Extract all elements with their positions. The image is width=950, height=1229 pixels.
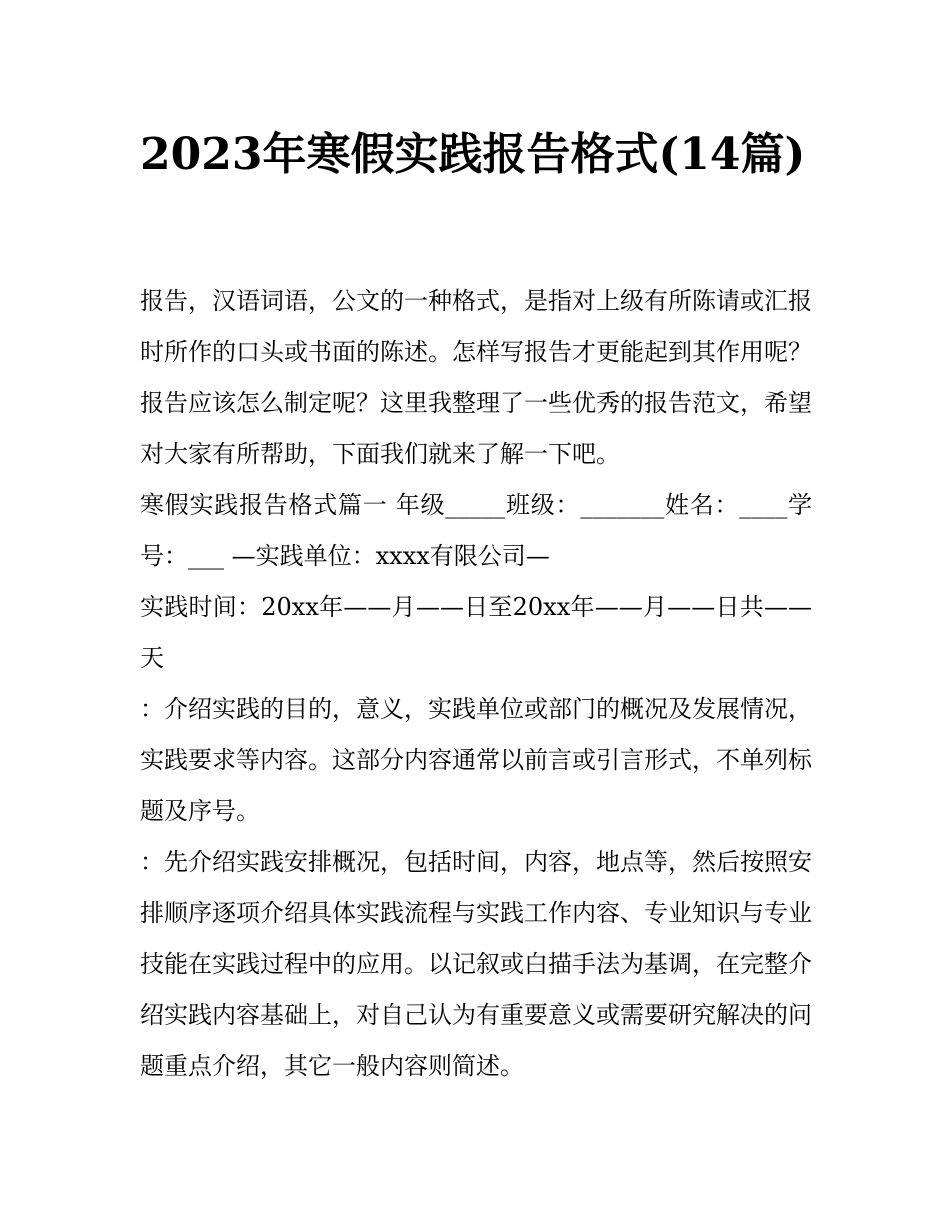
content-instructions: ：先介绍实践安排概况，包括时间，内容，地点等，然后按照安排顺序逐项介绍具体实践流程与实践工作内容、专业知识与专业技能在实践过程中的应用。以记叙或白描手法为基调，在完整介绍实践内容基础上，对自己认为有重要意义或需要研究解决的问题重点介绍，其它一般内容则简述。 — [140, 848, 812, 1080]
document-title: 2023年寒假实践报告格式(14篇) — [140, 129, 806, 180]
practice-time-line: 实践时间：20xx年——月——日至20xx年——月——日共——天 — [140, 593, 812, 672]
preface-instructions: ：介绍实践的目的，意义，实践单位或部门的概况及发展情况，实践要求等内容。这部分内容通常以前言或引言形式，不单列标题及序号。 — [140, 695, 812, 825]
document-body — [140, 276, 812, 1092]
intro-paragraph: 报告，汉语词语，公文的一种格式，是指对上级有所陈请或汇报时所作的口头或书面的陈述。怎样写报告才更能起到其作用呢？报告应该怎么制定呢？这里我整理了一些优秀的报告范文，希望对大家有所帮助，下面我们就来了解一下吧。 — [140, 287, 812, 468]
report-header-fields: 寒假实践报告格式篇一 年级_____班级：_______姓名：____学号：___ —实践单位：xxxx有限公司— — [140, 491, 812, 570]
